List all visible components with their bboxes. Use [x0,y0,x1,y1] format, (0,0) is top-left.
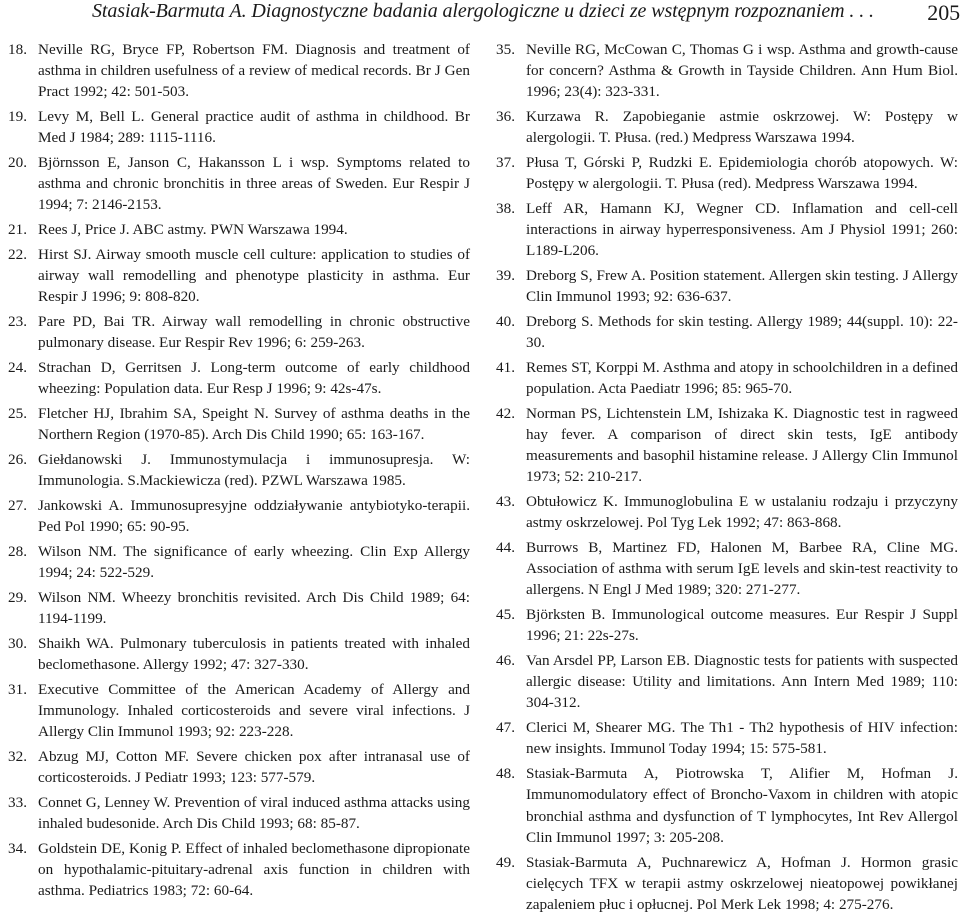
reference-text: Rees J, Price J. ABC astmy. PWN Warszawa 1994. [38,221,348,239]
reference-text: Shaikh WA. Pulmonary tuberculosis in patients treated with inhaled beclomethasone. Allergy 1992; 47: 327-330. [38,635,470,674]
reference-text: Hirst SJ. Airway smooth muscle cell culture: application to studies of airway wall remodelling and phenotype plasticity in asthma. Eur Respir J 1996; 9: 808-820. [38,246,470,306]
page-header [92,0,960,30]
reference-text: Wilson NM. Wheezy bronchitis revisited. Arch Dis Child 1989; 64: 1194-1199. [38,589,470,628]
reference-number: 21. [8,221,27,239]
reference-number: 46. [496,652,515,670]
reference-text: Giełdanowski J. Immunostymulacja i immunosupresja. W: Immunologia. S.Mackiewicza (red). PZWL Warszawa 1985. [38,451,470,490]
reference-text: Burrows B, Martinez FD, Halonen M, Barbee RA, Cline MG. Association of asthma with serum IgE levels and skin-test reactivity to allergens. N Engl J Med 1989; 320: 271-277. [526,539,958,599]
reference-text: Pare PD, Bai TR. Airway wall remodelling in chronic obstructive pulmonary disease. Eur Respir Rev 1996; 6: 259-263. [38,313,470,352]
reference-number: 48. [496,765,515,783]
reference-number: 20. [8,154,27,172]
running-title: Stasiak-Barmuta A. Diagnostyczne badania alergologiczne u dzieci ze wstępnym rozpoznaniem . . . [92,0,874,22]
reference-number: 36. [496,108,515,126]
reference-item [8,587,470,629]
reference-number: 45. [496,606,515,624]
reference-number: 28. [8,543,27,561]
reference-item [8,106,470,148]
reference-text: Neville RG, Bryce FP, Robertson FM. Diagnosis and treatment of asthma in children usefulness of a review of medical records. Br J Gen Pract 1992; 42: 501-503. [38,41,470,101]
reference-text: Abzug MJ, Cotton MF. Severe chicken pox after intranasal use of corticosteroids. J Pediatr 1993; 123: 577-579. [38,748,470,787]
reference-text: Stasiak-Barmuta A, Piotrowska T, Alifier M, Hofman J. Immunomodulatory effect of Broncho-Vaxom in children with atopic bronchial asthma and dysfunction of T lymphocytes, Int Rev Allergol Clin Immunol 1997; 3: 205-208. [526,765,958,846]
reference-item [496,311,958,353]
reference-item [8,792,470,834]
reference-text: Björksten B. Immunological outcome measures. Eur Respir J Suppl 1996; 21: 22s-27s. [526,606,958,645]
reference-item [496,106,958,148]
reference-text: Fletcher HJ, Ibrahim SA, Speight N. Survey of asthma deaths in the Northern Region (1970-85). Arch Dis Child 1990; 65: 163-167. [38,405,470,444]
reference-number: 47. [496,719,515,737]
reference-item [8,746,470,788]
reference-item [496,763,958,847]
reference-text: Dreborg S. Methods for skin testing. Allergy 1989; 44(suppl. 10): 22-30. [526,313,958,352]
references-left-column [8,39,470,905]
reference-number: 49. [496,853,515,871]
reference-text: Obtułowicz K. Immunoglobulina E w ustalaniu rodzaju i przyczyny astmy oskrzelowej. Pol Tyg Lek 1992; 47: 863-868. [526,493,958,532]
reference-text: Executive Committee of the American Academy of Allergy and Immunology. Inhaled corticosteroids and severe viral infections. J Allergy Clin Immunol 1993; 92: 223-228. [38,680,470,741]
reference-number: 22. [8,246,27,264]
reference-text: Connet G, Lenney W. Prevention of viral induced asthma attacks using inhaled budesonide. Arch Dis Child 1993; 68: 85-87. [38,794,470,833]
reference-item [496,39,958,102]
reference-item [8,633,470,675]
reference-item [8,244,470,307]
reference-item [496,604,958,646]
reference-text: Levy M, Bell L. General practice audit of asthma in childhood. Br Med J 1984; 289: 1115-1116. [38,108,470,147]
reference-number: 40. [496,313,515,331]
reference-text: Neville RG, McCowan C, Thomas G i wsp. Asthma and growth-cause for concern? Asthma & Growth in Tayside Children. Ann Hum Biol. 1996; 23(4): 323-331. [526,41,958,101]
reference-text: Jankowski A. Immunosupresyjne oddziaływanie antybiotyko-terapii. Ped Pol 1990; 65: 90-95. [38,497,470,536]
reference-number: 38. [496,200,515,218]
reference-number: 27. [8,497,27,515]
reference-number: 30. [8,635,27,652]
reference-item [496,403,958,487]
reference-item [496,852,958,915]
reference-item [8,838,470,901]
reference-number: 37. [496,154,515,172]
reference-item [8,403,470,445]
reference-text: Norman PS, Lichtenstein LM, Ishizaka K. Diagnostic test in ragweed hay fever. A comparison of direct skin tests, IgE antibody measurements and basophil histamine release. J Allergy Clin Immunol 1973; 52: 210-217. [526,405,958,486]
reference-item [496,357,958,399]
reference-item [496,650,958,713]
reference-number: 32. [8,748,27,766]
references-right-column [496,39,958,919]
reference-number: 31. [8,680,27,698]
reference-item [496,198,958,261]
reference-number: 29. [8,589,27,607]
reference-item [496,491,958,533]
reference-number: 39. [496,267,515,285]
reference-number: 18. [8,41,27,58]
reference-number: 24. [8,359,27,377]
reference-text: Strachan D, Gerritsen J. Long-term outcome of early childhood wheezing: Population data. Eur Resp J 1996; 9: 42s-47s. [38,359,470,398]
page-number: 205 [927,0,960,25]
reference-text: Wilson NM. The significance of early wheezing. Clin Exp Allergy 1994; 24: 522-529. [38,543,470,582]
reference-number: 35. [496,41,515,58]
reference-text: Płusa T, Górski P, Rudzki E. Epidemiologia chorób atopowych. W: Postępy w alergologii. T. Płusa (red). Medpress Warszawa 1994. [526,154,958,193]
reference-item [8,219,470,240]
reference-item [496,152,958,194]
reference-text: Clerici M, Shearer MG. The Th1 - Th2 hypothesis of HIV infection: new insights. Immunol Today 1994; 15: 575-581. [526,719,958,758]
reference-number: 19. [8,108,27,126]
reference-text: Dreborg S, Frew A. Position statement. Allergen skin testing. J Allergy Clin Immunol 1993; 92: 636-637. [526,267,958,306]
reference-text: Van Arsdel PP, Larson EB. Diagnostic tests for patients with suspected allergic disease: Utility and limitations. Ann Intern Med 1989; 110: 304-312. [526,652,958,712]
reference-item [8,152,470,215]
reference-item [8,449,470,491]
reference-number: 44. [496,539,515,557]
reference-number: 42. [496,405,515,423]
reference-item [8,541,470,583]
reference-number: 41. [496,359,515,377]
reference-item [496,537,958,600]
reference-number: 26. [8,451,27,469]
reference-item [8,679,470,742]
reference-text: Kurzawa R. Zapobieganie astmie oskrzowej. W: Postępy w alergologii. T. Płusa. (red.) Medpress Warszawa 1994. [526,108,958,147]
reference-item [8,495,470,537]
reference-number: 43. [496,493,515,511]
reference-item [496,265,958,307]
reference-text: Björnsson E, Janson C, Hakansson L i wsp. Symptoms related to asthma and chronic bronchitis in three areas of Sweden. Eur Respir J 1994; 7: 2146-2153. [38,154,470,214]
reference-item [8,39,470,102]
reference-text: Goldstein DE, Konig P. Effect of inhaled beclomethasone dipropionate on hypothalamic-pituitary-adrenal axis function in children with asthma. Pediatrics 1983; 72: 60-64. [38,840,470,900]
reference-item [496,717,958,759]
reference-item [8,311,470,353]
reference-text: Stasiak-Barmuta A, Puchnarewicz A, Hofman J. Hormon grasic cielęcych TFX w terapii astmy oskrzelowej nieatopowej powikłanej zapaleniem płuc i opłucnej. Pol Merk Lek 1998; 4: 275-276. [526,853,958,913]
reference-number: 33. [8,794,27,812]
reference-number: 23. [8,313,27,331]
reference-number: 25. [8,405,27,423]
reference-text: Remes ST, Korppi M. Asthma and atopy in schoolchildren in a defined population. Acta Paediatr 1996; 85: 965-70. [526,359,958,398]
reference-item [8,357,470,399]
reference-text: Leff AR, Hamann KJ, Wegner CD. Inflamation and cell-cell interactions in airway hyperresponsiveness. Am J Physiol 1991; 260: L189-L206. [526,200,958,260]
reference-number: 34. [8,840,27,858]
